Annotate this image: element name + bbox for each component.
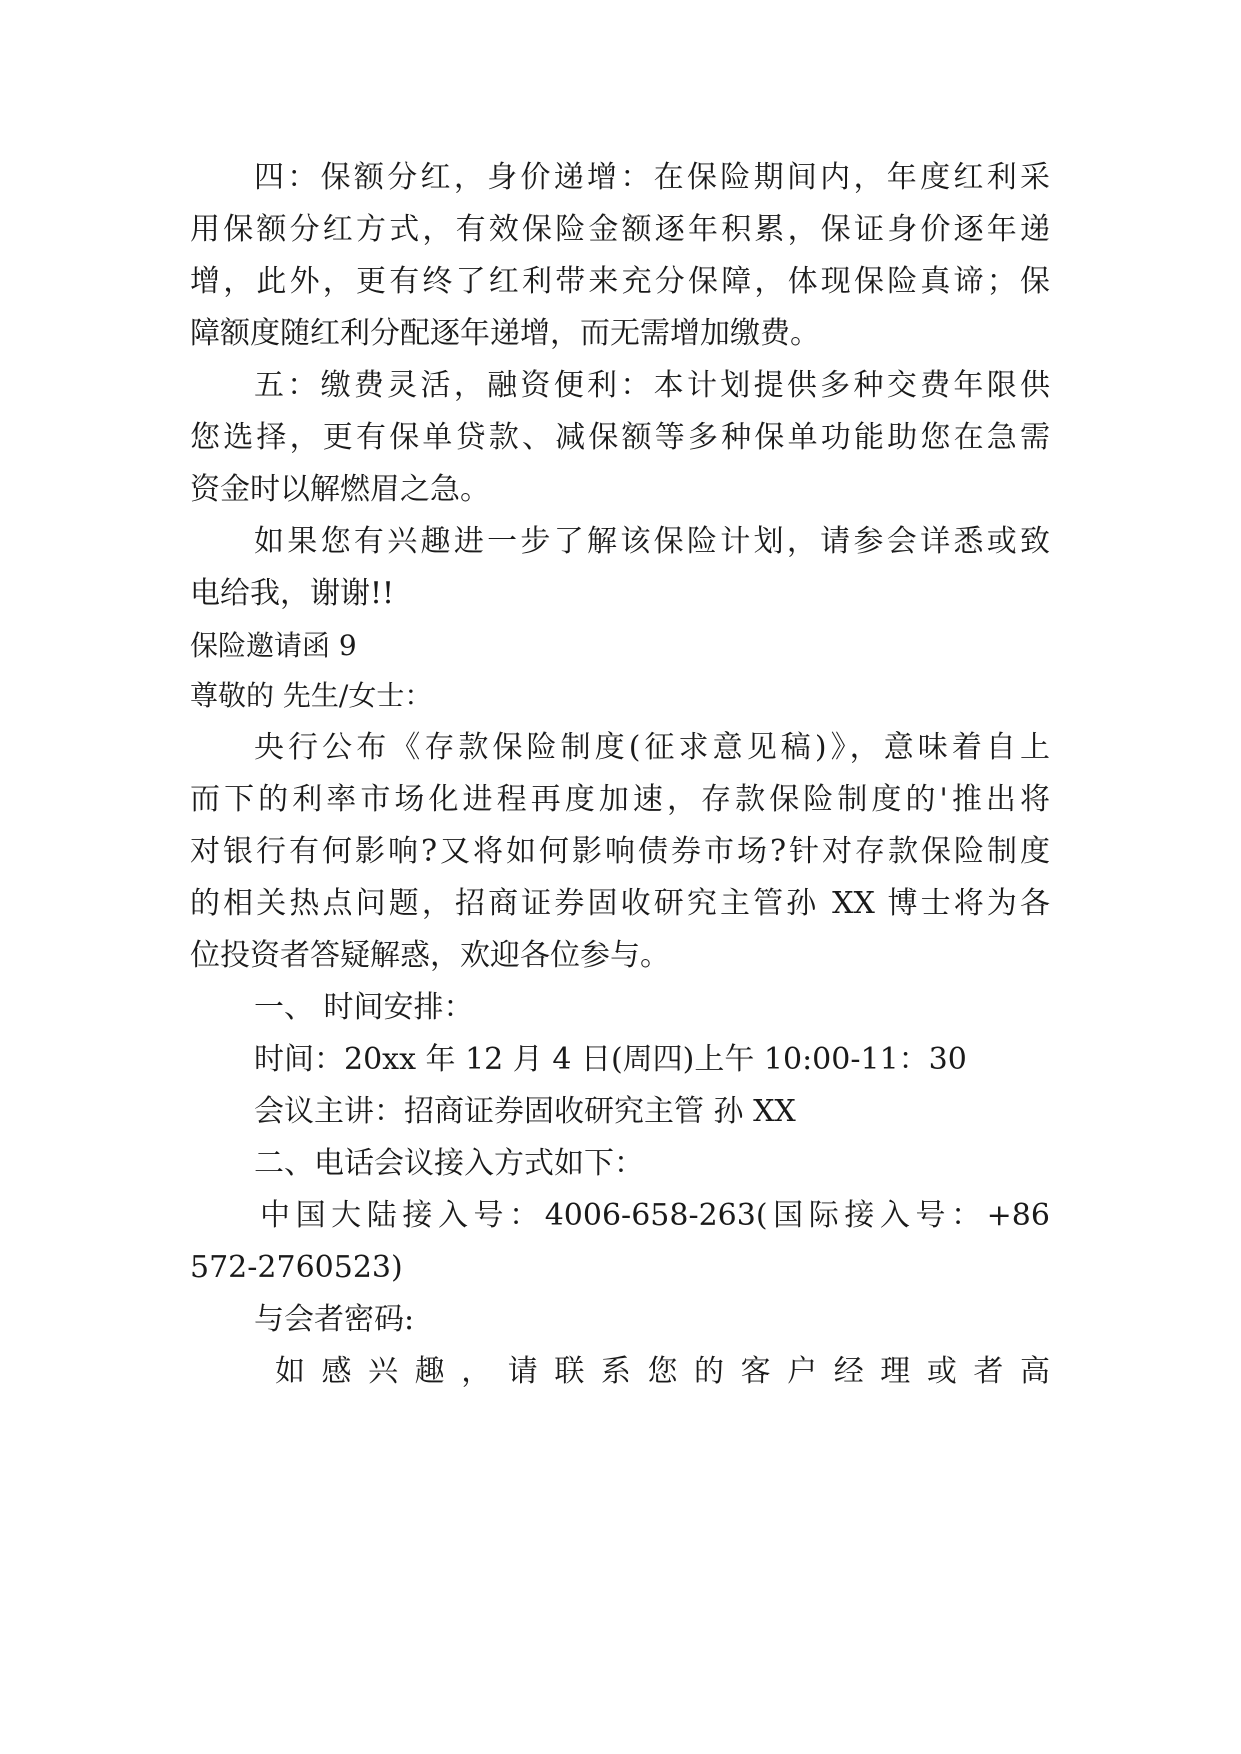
meeting-speaker: 会议主讲：招商证券固收研究主管 孙 XX — [254, 1094, 796, 1129]
intro-line-1: 央行公布《存款保险制度(征求意见稿)》，意味着自上 — [254, 730, 1050, 765]
paragraph-4-line-2: 用保额分红方式，有效保险金额逐年积累，保证身价逐年递 — [190, 212, 1050, 247]
paragraph-4-line-4: 障额度随红利分配逐年递增，而无需增加缴费。 — [190, 316, 820, 351]
intro-line-4: 的相关热点问题，招商证券固收研究主管孙 XX 博士将为各 — [190, 886, 1050, 921]
dial-in-line-2: 572-2760523) — [190, 1250, 403, 1285]
section-1-heading: 一、 时间安排： — [254, 990, 474, 1025]
salutation: 尊敬的 先生/女士： — [190, 679, 433, 712]
dial-in-line-1: 中国大陆接入号：4006-658-263(国际接入号：+86 — [260, 1198, 1050, 1233]
paragraph-4-line-3: 增，此外，更有终了红利带来充分保障，体现保险真谛；保 — [190, 264, 1050, 299]
intro-line-2: 而下的利率市场化进程再度加速，存款保险制度的'推出将 — [190, 782, 1050, 817]
paragraph-4-line-1: 四：保额分红，身价递增：在保险期间内，年度红利采 — [254, 160, 1050, 195]
section-2-heading: 二、电话会议接入方式如下： — [254, 1146, 644, 1181]
intro-line-5: 位投资者答疑解惑，欢迎各位参与。 — [190, 938, 670, 973]
intro-line-3: 对银行有何影响?又将如何影响债券市场?针对存款保险制度 — [190, 834, 1050, 869]
meeting-time: 时间：20xx 年 12 月 4 日(周四)上午 10:00-11：30 — [254, 1042, 967, 1077]
closing-line-2: 电给我，谢谢!! — [190, 576, 395, 611]
paragraph-5-line-3: 资金时以解燃眉之急。 — [190, 472, 490, 507]
participant-password: 与会者密码: — [254, 1302, 415, 1337]
paragraph-5-line-1: 五：缴费灵活，融资便利：本计划提供多种交费年限供 — [254, 368, 1050, 403]
closing-line-1: 如果您有兴趣进一步了解该保险计划，请参会详悉或致 — [254, 524, 1050, 559]
contact-line: 如感兴趣，请联系您的客户经理或者高 — [275, 1354, 1050, 1389]
paragraph-5-line-2: 您选择，更有保单贷款、减保额等多种保单功能助您在急需 — [190, 420, 1050, 455]
letter-title: 保险邀请函 9 — [190, 629, 357, 662]
